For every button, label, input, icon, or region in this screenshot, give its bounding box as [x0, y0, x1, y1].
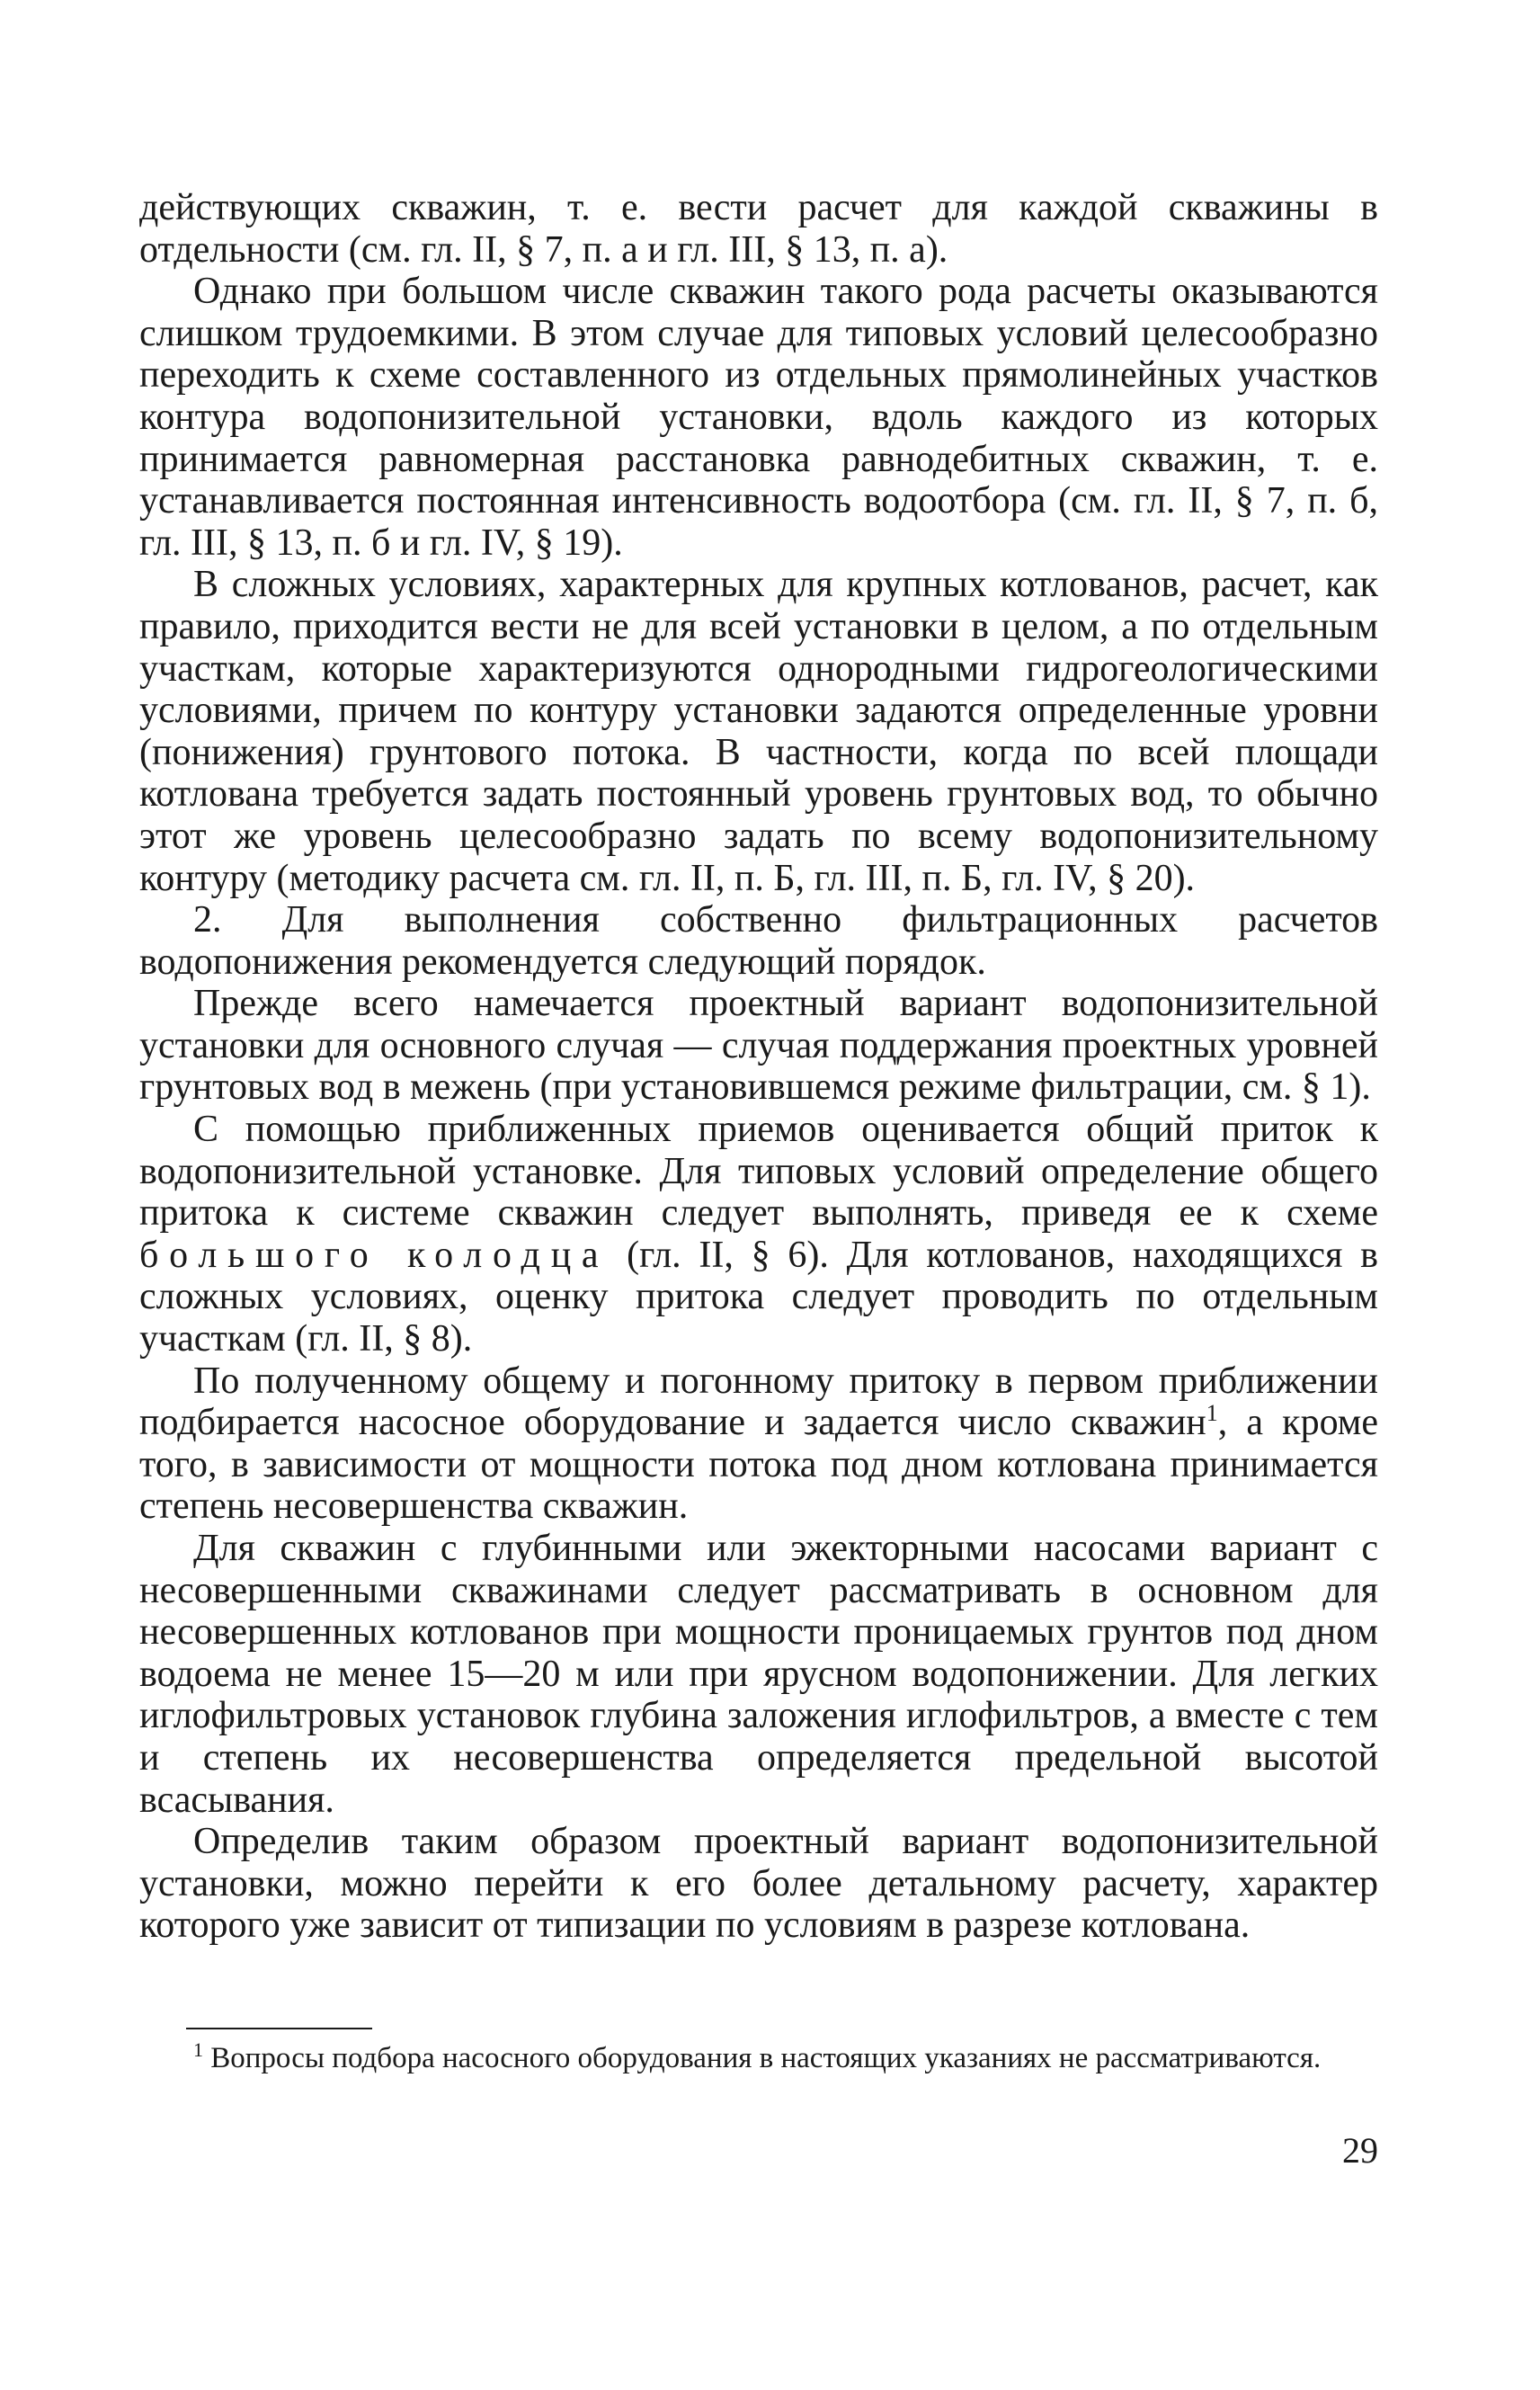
spaced-term: большого колодца: [139, 1234, 610, 1276]
footnote-number: 1: [193, 2038, 203, 2061]
paragraph-6-text-a: С помощью приближенных приемов оценивается общий приток к водопонизительной установке. Для типовых условий определение общего притока к системе скважин следует выполнять, приведя ее к схеме: [139, 1109, 1378, 1235]
paragraph-7-text-b: , а кроме того, в зависимости от мощности потока под дном котлована принимается степень несовершенства скважин.: [139, 1402, 1378, 1528]
paragraph-2: Однако при большом числе скважин такого рода расчеты оказываются слишком трудоемкими. В этом случае для типовых условий целесообразно переходить к схеме составленного из отдельных прямолинейных участков контура водопонизительной установки, вдоль каждого из которых принимается равномерная расстановка равнодебитных скважин, т. е. устанавливается постоянная интенсивность водоотбора (см. гл. II, § 7, п. б, гл. III, § 13, п. б и гл. IV, § 19).: [139, 271, 1378, 564]
paragraph-4: 2. Для выполнения собственно фильтрационных расчетов водопонижения рекомендуется следующий порядок.: [139, 899, 1378, 983]
footnote-reference: 1: [1206, 1400, 1218, 1427]
footnote-divider: [186, 2028, 372, 2029]
paragraph-9: Определив таким образом проектный вариант водопонизительной установки, можно перейти к его более детальному расчету, характер которого уже зависит от типизации по условиям в разрезе котлована.: [139, 1821, 1378, 1947]
paragraph-7: [139, 1360, 1378, 1528]
paragraph-3: В сложных условиях, характерных для крупных котлованов, расчет, как правило, приходится вести не для всей установки в целом, а по отдельным участкам, которые характеризуются однородными гидрогеологическими условиями, причем по контуру установки задаются определенные уровни (понижения) грунтового потока. В частности, когда по всей площади котлована требуется задать постоянный уровень грунтовых вод, то обычно этот же уровень целесообразно задать по всему водопонизительному контуру (методику расчета см. гл. II, п. Б, гл. III, п. Б, гл. IV, § 20).: [139, 564, 1378, 899]
paragraph-7-text-a: По полученному общему и погонному притоку в первом приближении подбирается насосное оборудование и задается число скважин: [139, 1360, 1378, 1444]
paragraph-6: [139, 1109, 1378, 1360]
paragraph-1: действующих скважин, т. е. вести расчет для каждой скважины в отдельности (см. гл. II, § 7, п. а и гл. III, § 13, п. а).: [139, 187, 1378, 271]
paragraph-6-text-b: (гл. II, § 6). Для котлованов, находящихся в сложных условиях, оценку притока следует проводить по отдельным участкам (гл. II, § 8).: [139, 1234, 1378, 1360]
page-body: [139, 187, 1378, 1947]
page-number: 29: [1342, 2130, 1378, 2171]
paragraph-8: Для скважин с глубинными или эжекторными насосами вариант с несовершенными скважинами следует рассматривать в основном для несовершенных котлованов при мощности проницаемых грунтов под дном водоема не менее 15—20 м или при ярусном водопонижении. Для легких иглофильтровых установок глубина заложения иглофильтров, а вместе с тем и степень их несовершенства определяется предельной высотой всасывания.: [139, 1528, 1378, 1821]
paragraph-5: Прежде всего намечается проектный вариант водопонизительной установки для основного случая — случая поддержания проектных уровней грунтовых вод в межень (при установившемся режиме фильтрации, см. § 1).: [139, 983, 1378, 1109]
footnote: [139, 2038, 1378, 2075]
footnote-text: Вопросы подбора насосного оборудования в настоящих указаниях не рассматриваются.: [203, 2042, 1322, 2074]
